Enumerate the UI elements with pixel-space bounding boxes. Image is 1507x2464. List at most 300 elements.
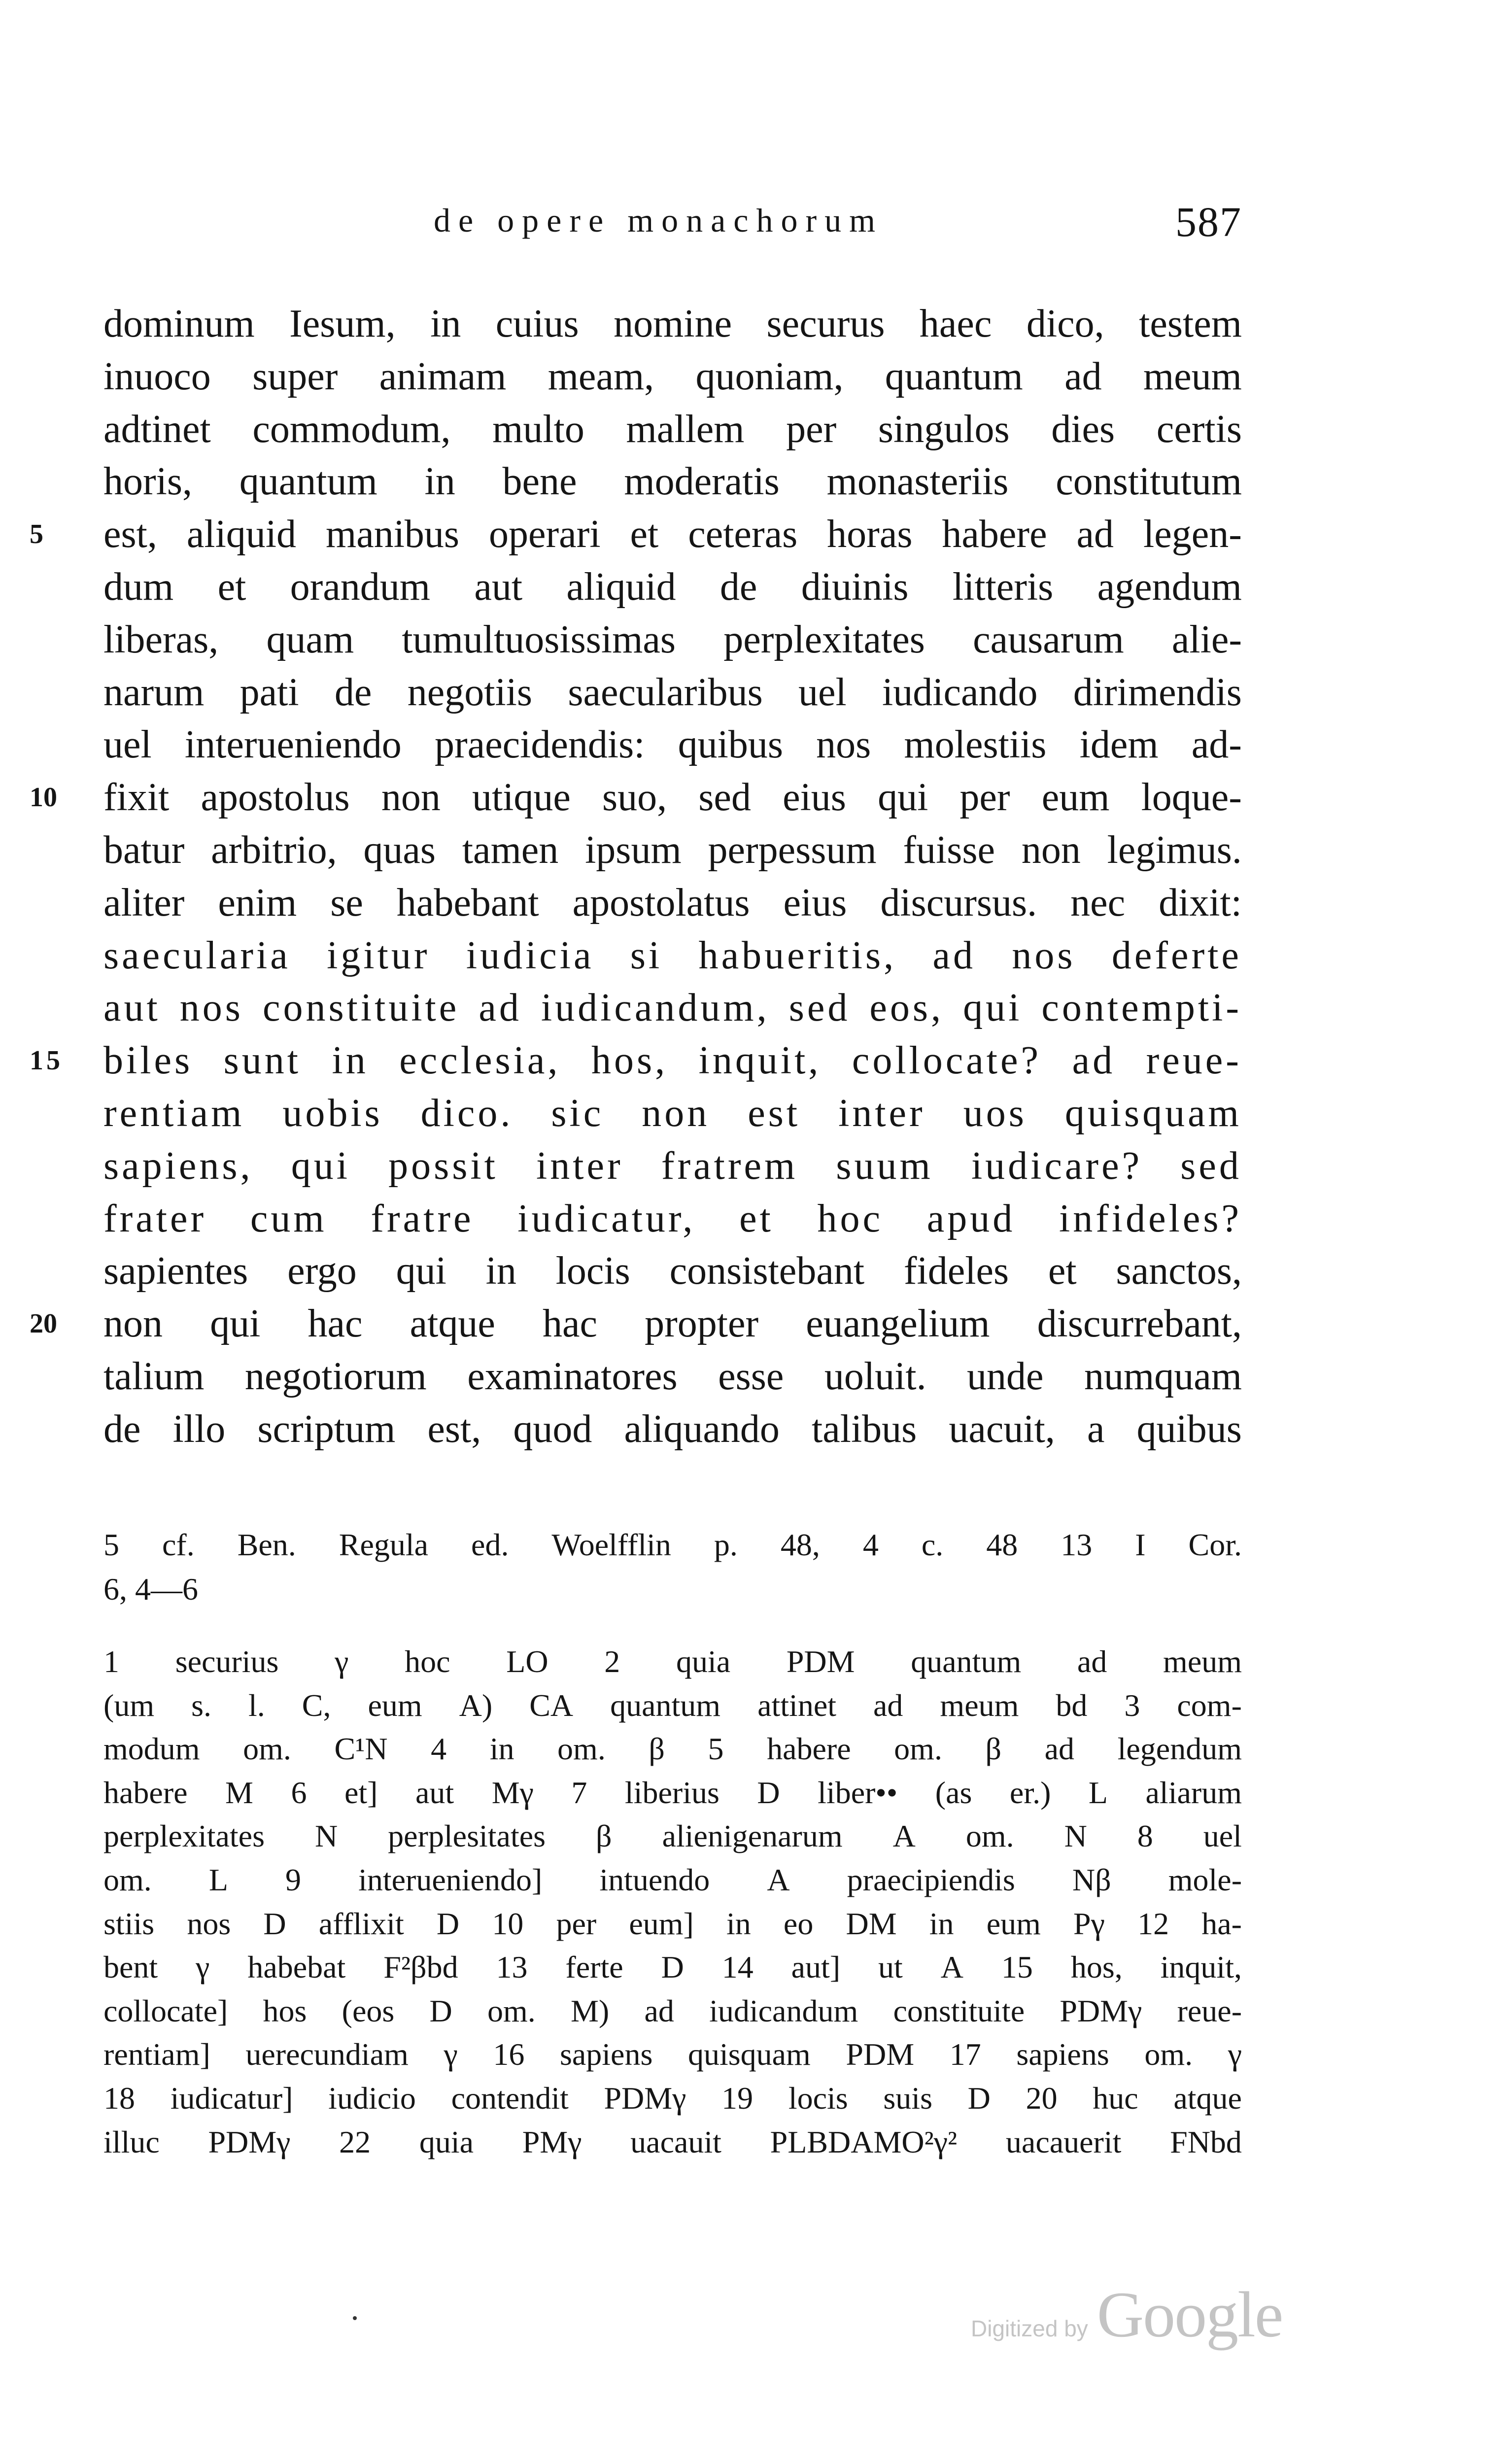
word: aut: [415, 1775, 454, 1810]
word: quantum: [239, 460, 377, 504]
word: non: [381, 776, 441, 820]
word: 2: [604, 1644, 620, 1679]
word: arbitrio,: [211, 828, 337, 872]
word: liberas,: [103, 617, 219, 661]
word: per: [786, 407, 837, 451]
word: qui: [396, 1249, 446, 1293]
word: aliquid: [186, 513, 297, 556]
word: om.: [243, 1731, 291, 1767]
text-line: [30, 771, 1242, 824]
word: quas: [363, 828, 436, 872]
word: 15: [1001, 1950, 1033, 1985]
word: fratre: [371, 1197, 474, 1240]
apparatus-line: [103, 1640, 1242, 1684]
apparatus-line: [103, 1727, 1242, 1771]
word: eum: [1041, 776, 1110, 820]
word: collocate?: [852, 1039, 1042, 1083]
word: ed.: [471, 1527, 509, 1562]
word: inquit,: [1160, 1950, 1242, 1985]
word: Iesum,: [289, 302, 396, 345]
word: PDM: [786, 1644, 855, 1679]
word: illo: [172, 1407, 226, 1451]
text-line: [103, 1350, 1242, 1403]
word: Nβ: [1072, 1862, 1111, 1897]
word: dico.: [420, 1091, 514, 1135]
apparatus-line: [103, 1771, 1242, 1815]
word: PDMγ: [1060, 1993, 1142, 2028]
word: quod: [513, 1407, 592, 1451]
apparatus-line: [103, 1902, 1242, 1946]
word: reue-: [1177, 1993, 1242, 2028]
word: iudicatur]: [170, 2080, 293, 2116]
word: commodum,: [252, 407, 451, 451]
word: loque-: [1141, 776, 1242, 820]
word: nos: [179, 986, 243, 1030]
text-line: [103, 403, 1242, 456]
word: hoc: [405, 1644, 450, 1679]
word: apostolus: [201, 776, 350, 820]
word: talibus: [811, 1407, 917, 1451]
word: L: [208, 1862, 228, 1897]
word: scriptum: [257, 1407, 396, 1451]
word: D: [429, 1993, 452, 2028]
word: ut: [878, 1950, 903, 1985]
word: ad: [932, 933, 976, 977]
word: eum: [986, 1906, 1041, 1941]
word: in: [726, 1906, 751, 1941]
word: PMγ: [522, 2124, 582, 2159]
word: M: [225, 1775, 253, 1810]
word: nec: [1070, 881, 1126, 924]
word: praecidendis:: [434, 723, 645, 767]
word: enim: [218, 881, 297, 924]
word: per: [556, 1906, 597, 1941]
word: 22: [339, 2124, 371, 2159]
apparatus-line: [103, 1684, 1242, 1728]
text-line: [103, 614, 1242, 666]
word: om.: [894, 1731, 942, 1767]
word: 6,: [103, 1572, 135, 1607]
word: hac: [308, 1302, 363, 1346]
text-line: [103, 455, 1242, 508]
word: quibus: [1136, 1407, 1242, 1451]
word: quoniam,: [695, 354, 844, 398]
word: quam: [266, 617, 354, 661]
word: (eos: [342, 1993, 395, 2028]
word: interueniendo]: [358, 1862, 543, 1897]
word: N: [1064, 1818, 1087, 1854]
apparatus-line: [103, 1989, 1242, 2033]
text-line: [103, 929, 1242, 982]
word: nos: [187, 1906, 231, 1941]
watermark-prefix: Digitized by: [971, 2316, 1088, 2341]
word: reue-: [1146, 1039, 1242, 1083]
word: fixit: [103, 776, 170, 820]
word: 10: [492, 1906, 524, 1941]
word: 13: [1061, 1527, 1093, 1562]
word: c.: [921, 1527, 944, 1562]
word: Woelfflin: [551, 1527, 671, 1562]
word: 4—6: [135, 1572, 198, 1607]
word: γ: [196, 1950, 210, 1985]
word: habueritis,: [698, 933, 897, 977]
word: quibus: [678, 723, 783, 767]
word: 16: [493, 2037, 525, 2072]
word: constituite: [263, 986, 460, 1030]
word: certis: [1156, 407, 1242, 451]
word: praecipiendis: [847, 1862, 1015, 1897]
word: A: [767, 1862, 790, 1897]
word: sapiens: [1016, 2037, 1109, 2072]
word: monasteriis: [826, 460, 1009, 504]
word: et: [630, 513, 659, 556]
word: Mγ: [491, 1775, 534, 1810]
word: inter: [536, 1144, 623, 1188]
word: uacuit,: [949, 1407, 1055, 1451]
main-text-block: [30, 298, 1242, 1456]
word: liberius: [624, 1775, 719, 1810]
word: biles: [103, 1039, 193, 1083]
word: et: [739, 1197, 774, 1240]
word: D: [661, 1950, 684, 1985]
word: diuinis: [801, 565, 909, 609]
word: contendit: [451, 2080, 569, 2116]
word: non: [103, 1302, 163, 1346]
word: pati: [240, 670, 299, 714]
word: uobis: [282, 1091, 383, 1135]
text-line: [103, 1193, 1242, 1245]
word: sunt: [223, 1039, 301, 1083]
word: β: [985, 1731, 1002, 1767]
word: meum: [940, 1687, 1019, 1723]
word: 13: [496, 1950, 528, 1985]
word: singulos: [878, 407, 1010, 451]
word: com-: [1177, 1687, 1242, 1723]
word: est,: [103, 513, 157, 556]
text-line: [103, 1087, 1242, 1140]
word: aliter: [103, 881, 185, 924]
word: contempti-: [1041, 986, 1242, 1030]
word: de: [334, 670, 372, 714]
word: ad: [873, 1687, 903, 1723]
word: dirimendis: [1073, 670, 1242, 714]
word: nomine: [614, 302, 732, 345]
word: huc: [1093, 2080, 1138, 2116]
word: si: [630, 933, 663, 977]
word: 7: [571, 1775, 587, 1810]
source-notes: [103, 1523, 1242, 1611]
word: 1: [103, 1644, 119, 1679]
word: discurrebant,: [1037, 1302, 1242, 1346]
word: iudicare?: [971, 1144, 1143, 1188]
word: D: [436, 1906, 460, 1941]
word: est,: [427, 1407, 481, 1451]
word: om.: [965, 1818, 1014, 1854]
apparatus-line: [103, 1814, 1242, 1858]
word: fratrem: [661, 1144, 798, 1188]
word: 19: [721, 2080, 754, 2116]
word: hoc: [817, 1197, 884, 1240]
word: afflixit: [318, 1906, 404, 1941]
word: dominum: [103, 302, 255, 345]
word: orandum: [290, 565, 430, 609]
word: in: [929, 1906, 954, 1941]
word: ad: [479, 986, 522, 1030]
word: stiis: [103, 1906, 155, 1941]
word: iudicandum,: [541, 986, 770, 1030]
word: ecclesia,: [399, 1039, 561, 1083]
word: D: [263, 1906, 286, 1941]
word: mole-: [1168, 1862, 1242, 1897]
word: moderatis: [624, 460, 780, 504]
word: litteris: [952, 565, 1054, 609]
word: PDM: [846, 2037, 915, 2072]
text-line: [103, 982, 1242, 1034]
text-line: [103, 561, 1242, 614]
word: ad: [1064, 354, 1102, 398]
word: cf.: [162, 1527, 195, 1562]
word: 48: [986, 1527, 1018, 1562]
word: ad: [1076, 513, 1114, 556]
word: uacauit: [630, 2124, 721, 2159]
word: utique: [472, 776, 571, 820]
line-number: 15: [30, 1045, 63, 1076]
word: ha-: [1201, 1906, 1242, 1941]
word: C¹N: [334, 1731, 388, 1767]
word: perplexitates: [723, 617, 925, 661]
word: negotiis: [407, 670, 533, 714]
word: 4: [431, 1731, 447, 1767]
word: legendum: [1117, 1731, 1242, 1767]
word: apud: [926, 1197, 1016, 1240]
word: legimus.: [1107, 828, 1242, 872]
word: eos,: [869, 986, 944, 1030]
text-line: [103, 298, 1242, 350]
word: uel: [1203, 1818, 1242, 1854]
word: dixit:: [1159, 881, 1242, 924]
text-line: [103, 1403, 1242, 1456]
word: super: [252, 354, 338, 398]
apparatus-line: [103, 2077, 1242, 2121]
word: multo: [492, 407, 584, 451]
ink-speck: [353, 2316, 357, 2320]
word: A: [940, 1950, 963, 1985]
word: aliarum: [1145, 1775, 1242, 1810]
word: constitutum: [1056, 460, 1242, 504]
word: l.: [248, 1687, 265, 1723]
word: operari: [489, 513, 601, 556]
word: nos: [816, 723, 871, 767]
page-number: 587: [1175, 198, 1242, 245]
word: uel: [798, 670, 847, 714]
word: infideles?: [1059, 1197, 1242, 1240]
word: testem: [1139, 302, 1242, 345]
word: se: [330, 881, 363, 924]
word: aliquando: [624, 1407, 780, 1451]
word: alie-: [1171, 617, 1242, 661]
word: in: [489, 1731, 514, 1767]
word: 18: [103, 2080, 135, 2116]
word: liber••: [818, 1775, 898, 1810]
word: 5: [103, 1527, 119, 1562]
word: et: [217, 565, 246, 609]
word: negotiorum: [244, 1354, 427, 1398]
word: 20: [1026, 2080, 1058, 2116]
word: perplesitates: [388, 1818, 546, 1854]
word: legen-: [1143, 513, 1242, 556]
word: habere: [767, 1731, 851, 1767]
word: uacauerit: [1005, 2124, 1122, 2159]
word: apostolatus: [572, 881, 750, 924]
text-line: [103, 350, 1242, 403]
word: inuoco: [103, 354, 211, 398]
word: mallem: [626, 407, 745, 451]
word: dies: [1051, 407, 1115, 451]
word: cuius: [495, 302, 579, 345]
word: et]: [344, 1775, 378, 1810]
word: non: [642, 1091, 710, 1135]
word: causarum: [973, 617, 1124, 661]
word: in: [332, 1039, 369, 1083]
word: manibus: [325, 513, 460, 556]
word: agendum: [1097, 565, 1242, 609]
word: atque: [410, 1302, 495, 1346]
word: constituite: [893, 1993, 1025, 2028]
source-note-line: [103, 1567, 1242, 1611]
word: LO: [506, 1644, 548, 1679]
word: a: [1087, 1407, 1105, 1451]
word: saecularia: [103, 933, 291, 977]
word: sapiens,: [103, 1144, 253, 1188]
line-number: 10: [30, 782, 57, 813]
word: hos,: [1070, 1950, 1123, 1985]
word: meum: [1163, 1644, 1242, 1679]
google-logo: Google: [1096, 2278, 1283, 2351]
apparatus-line: [103, 2033, 1242, 2077]
word: meam,: [548, 354, 654, 398]
word: uoluit.: [824, 1354, 926, 1398]
word: horis,: [103, 460, 192, 504]
word: suo,: [602, 776, 667, 820]
word: suis: [883, 2080, 932, 2116]
word: D: [967, 2080, 991, 2116]
word: iudicatur,: [517, 1197, 696, 1240]
word: PDMγ: [208, 2124, 291, 2159]
word: 9: [285, 1862, 301, 1897]
apparatus-line: [103, 2121, 1242, 2164]
text-line: [30, 508, 1242, 561]
word: aut: [103, 986, 161, 1030]
word: dum: [103, 565, 174, 609]
word: hos: [263, 1993, 307, 2028]
word: eo: [783, 1906, 814, 1941]
running-title: de opere monachorum: [434, 202, 883, 239]
word: sapiens: [559, 2037, 653, 2072]
word: securus: [766, 302, 885, 345]
word: FNbd: [1170, 2124, 1242, 2159]
word: interueniendo: [184, 723, 402, 767]
word: quisquam: [1064, 1091, 1242, 1135]
word: F²βbd: [383, 1950, 458, 1985]
word: iudicandum: [709, 1993, 858, 2028]
word: ceteras: [688, 513, 798, 556]
word: narum: [103, 670, 205, 714]
word: rentiam]: [103, 2037, 210, 2072]
word: aut: [474, 565, 523, 609]
word: DM: [846, 1906, 897, 1941]
word: qui: [963, 986, 1023, 1030]
word: p.: [714, 1527, 738, 1562]
word: perplexitates: [103, 1818, 265, 1854]
word: ad: [644, 1993, 674, 2028]
word: quia: [676, 1644, 731, 1679]
apparatus-line: [103, 1858, 1242, 1902]
word: iudicando: [882, 670, 1038, 714]
word: D: [757, 1775, 780, 1810]
word: examinatores: [467, 1354, 678, 1398]
word: ad: [1072, 1039, 1116, 1083]
word: ergo: [287, 1249, 357, 1293]
word: A: [892, 1818, 916, 1854]
word: bent: [103, 1950, 158, 1985]
text-line: [30, 1298, 1242, 1350]
word: uerecundiam: [245, 2037, 409, 2072]
word: 6: [291, 1775, 307, 1810]
word: habebat: [247, 1950, 346, 1985]
text-line: [103, 719, 1242, 771]
word: ad: [1044, 1731, 1075, 1767]
word: nos: [1012, 933, 1076, 977]
word: (um: [103, 1687, 155, 1723]
word: cum: [250, 1197, 327, 1240]
word: om.: [1144, 2037, 1193, 2072]
word: N: [314, 1818, 338, 1854]
word: euangelium: [806, 1302, 990, 1346]
word: non: [1021, 828, 1081, 872]
critical-apparatus: [103, 1640, 1242, 2164]
word: quantum: [610, 1687, 721, 1723]
word: batur: [103, 828, 185, 872]
word: horas: [827, 513, 913, 556]
word: sic: [551, 1091, 604, 1135]
word: iudicio: [328, 2080, 416, 2116]
word: suum: [836, 1144, 933, 1188]
google-watermark: [971, 2277, 1282, 2352]
word: sanctos,: [1116, 1249, 1242, 1293]
word: ad: [1077, 1644, 1107, 1679]
word: eum: [368, 1687, 422, 1723]
word: A): [459, 1687, 493, 1723]
word: 48,: [780, 1527, 820, 1562]
word: deferte: [1111, 933, 1242, 977]
word: discursus.: [880, 881, 1037, 924]
word: sapientes: [103, 1249, 248, 1293]
word: quantum: [911, 1644, 1022, 1679]
word: bene: [502, 460, 577, 504]
word: Cor.: [1188, 1527, 1242, 1562]
word: propter: [645, 1302, 759, 1346]
line-number: 20: [30, 1308, 57, 1339]
word: consistebant: [669, 1249, 865, 1293]
word: quisquam: [687, 2037, 811, 2072]
word: hac: [543, 1302, 598, 1346]
word: quia: [419, 2124, 474, 2159]
word: C,: [302, 1687, 331, 1723]
word: igitur: [327, 933, 430, 977]
word: γ: [1228, 2037, 1242, 2072]
word: et: [1048, 1249, 1077, 1293]
word: Ben.: [237, 1527, 296, 1562]
